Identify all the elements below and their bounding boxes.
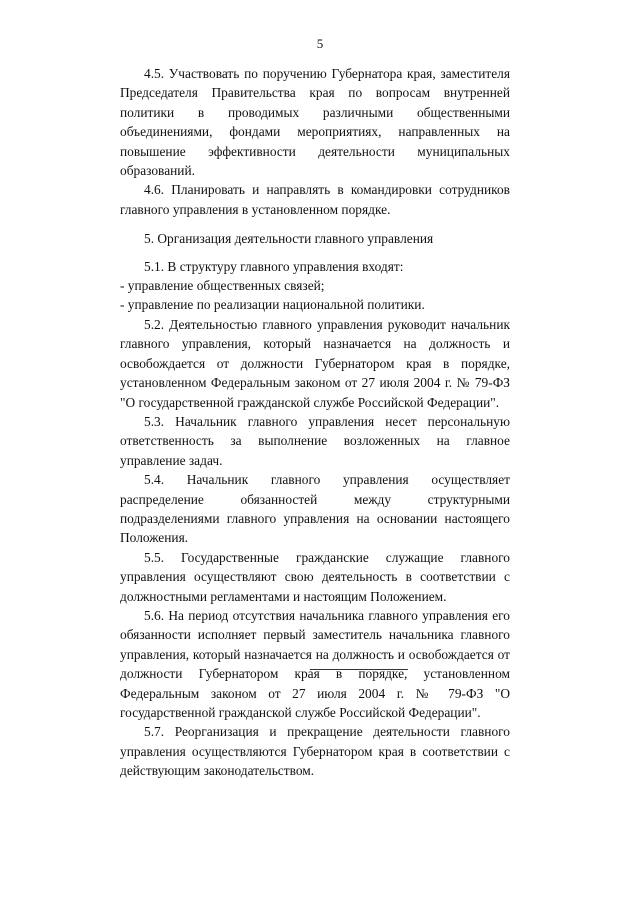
paragraph-5-1: 5.1. В структуру главного управления входят: — [144, 258, 404, 274]
section-5-heading: 5. Организация деятельности главного управления — [144, 231, 434, 247]
list-item-public-relations: - управление общественных связей; — [120, 278, 325, 294]
paragraph-5-2: 5.2. Деятельностью главного управления руководит начальник главного управления, который назначается на должность и освобождается от должности Губернатором края в порядке, установленном Федеральным законом от 27 июля 2004 г. № 79-ФЗ "О государственной гражданской службе Российской Федерации". — [120, 316, 510, 410]
document-body — [120, 64, 510, 781]
paragraph-5-6: 5.6. На период отсутствия начальника главного управления его обязанности исполняет первый заместитель начальника главного управления, который назначается на должность и освобождается от должности Губернатором края в порядке, установленном Федеральным законом от 27 июля 2004 г. № 79-ФЗ "О государственной гражданской службе Российской Федерации". — [120, 607, 510, 720]
paragraph-4-6: 4.6. Планировать и направлять в командировки сотрудников главного управления в установленном порядке. — [120, 182, 510, 217]
paragraph-5-3: 5.3. Начальник главного управления несет персональную ответственность за выполнение возложенных на главное управление задач. — [120, 413, 510, 468]
list-item-national-policy: - управление по реализации национальной политики. — [120, 297, 425, 313]
paragraph-5-7: 5.7. Реорганизация и прекращение деятельности главного управления осуществляются Губернатором края в соответствии с действующим законодательством. — [120, 724, 510, 779]
paragraph-5-5: 5.5. Государственные гражданские служащие главного управления осуществляют свою деятельность в соответствии с должностными регламентами и настоящим Положением. — [120, 549, 510, 604]
page-number: 5 — [316, 36, 324, 51]
paragraph-5-4: 5.4. Начальник главного управления осуществляет распределение обязанностей между структурными подразделениями главного управления на основании настоящего Положения. — [120, 472, 510, 546]
paragraph-4-5: 4.5. Участвовать по поручению Губернатора края, заместителя Председателя Правительства края по вопросам внутренней политики в проводимых различными общественными объединениями, фондами мероприятиях, направленных на повышение эффективности деятельности муниципальных образований. — [120, 66, 510, 179]
end-of-document-rule — [310, 669, 408, 670]
